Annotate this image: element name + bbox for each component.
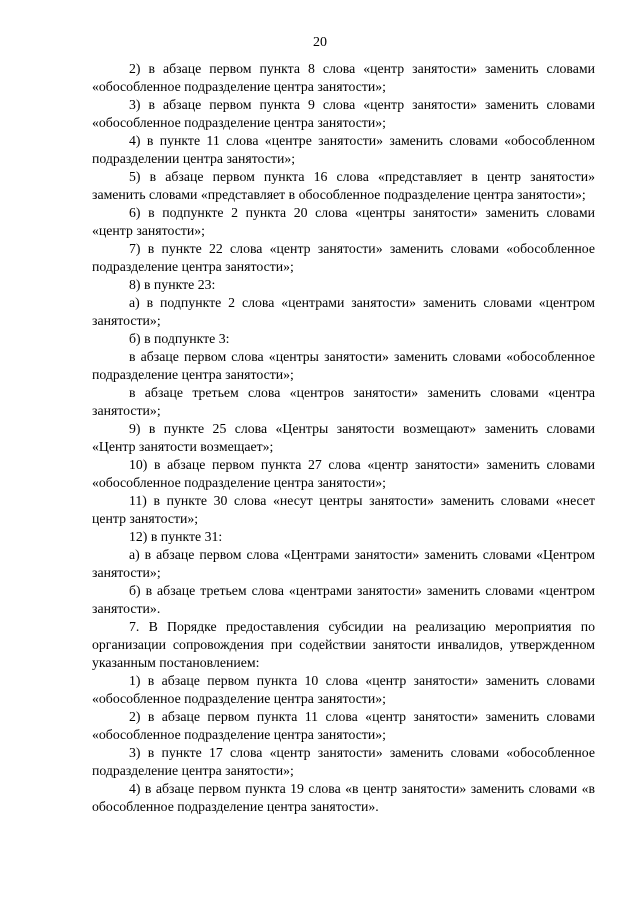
paragraph: 3) в пункте 17 слова «центр занятости» заменить словами «обособленное подразделение центра занятости»; (92, 745, 595, 778)
paragraph: 7) в пункте 22 слова «центр занятости» заменить словами «обособленное подразделение центра занятости»; (92, 241, 595, 274)
paragraph: б) в подпункте 3: (129, 331, 230, 346)
paragraph: 8) в пункте 23: (129, 277, 216, 292)
paragraph: 9) в пункте 25 слова «Центры занятости возмещают» заменить словами «Центр занятости возмещает»; (92, 421, 595, 454)
paragraph: 12) в пункте 31: (129, 529, 223, 544)
paragraph: в абзаце третьем слова «центров занятости» заменить словами «центра занятости»; (92, 385, 595, 418)
paragraph: 4) в абзаце первом пункта 19 слова «в центр занятости» заменить словами «в обособленное подразделение центра занятости». (92, 781, 595, 814)
paragraph: 2) в абзаце первом пункта 11 слова «центр занятости» заменить словами «обособленное подразделение центра занятости»; (92, 709, 595, 742)
paragraph: 6) в подпункте 2 пункта 20 слова «центры занятости» заменить словами «центр занятости»; (92, 205, 595, 238)
paragraph: 3) в абзаце первом пункта 9 слова «центр занятости» заменить словами «обособленное подразделение центра занятости»; (92, 97, 595, 130)
paragraph: 5) в абзаце первом пункта 16 слова «представляет в центр занятости» заменить словами «представляет в обособленное подразделение центра занятости»; (92, 169, 595, 202)
paragraph: 7. В Порядке предоставления субсидии на реализацию мероприятия по организации сопровождения при содействии занятости инвалидов, утвержденном указанным постановлением: (92, 619, 595, 670)
paragraph: а) в абзаце первом слова «Центрами занятости» заменить словами «Центром занятости»; (92, 547, 595, 580)
paragraph: 10) в абзаце первом пункта 27 слова «центр занятости» заменить словами «обособленное подразделение центра занятости»; (92, 457, 595, 490)
document-body (92, 60, 595, 816)
page-number: 20 (313, 35, 327, 50)
paragraph: в абзаце первом слова «центры занятости» заменить словами «обособленное подразделение центра занятости»; (92, 349, 595, 382)
paragraph: 2) в абзаце первом пункта 8 слова «центр занятости» заменить словами «обособленное подразделение центра занятости»; (92, 61, 595, 94)
paragraph: б) в абзаце третьем слова «центрами занятости» заменить словами «центром занятости». (92, 583, 595, 616)
paragraph: 11) в пункте 30 слова «несут центры занятости» заменить словами «несет центр занятости»; (92, 493, 595, 526)
paragraph: 1) в абзаце первом пункта 10 слова «центр занятости» заменить словами «обособленное подразделение центра занятости»; (92, 673, 595, 706)
paragraph: а) в подпункте 2 слова «центрами занятости» заменить словами «центром занятости»; (92, 295, 595, 328)
paragraph: 4) в пункте 11 слова «центре занятости» заменить словами «обособленном подразделении центра занятости»; (92, 133, 595, 166)
